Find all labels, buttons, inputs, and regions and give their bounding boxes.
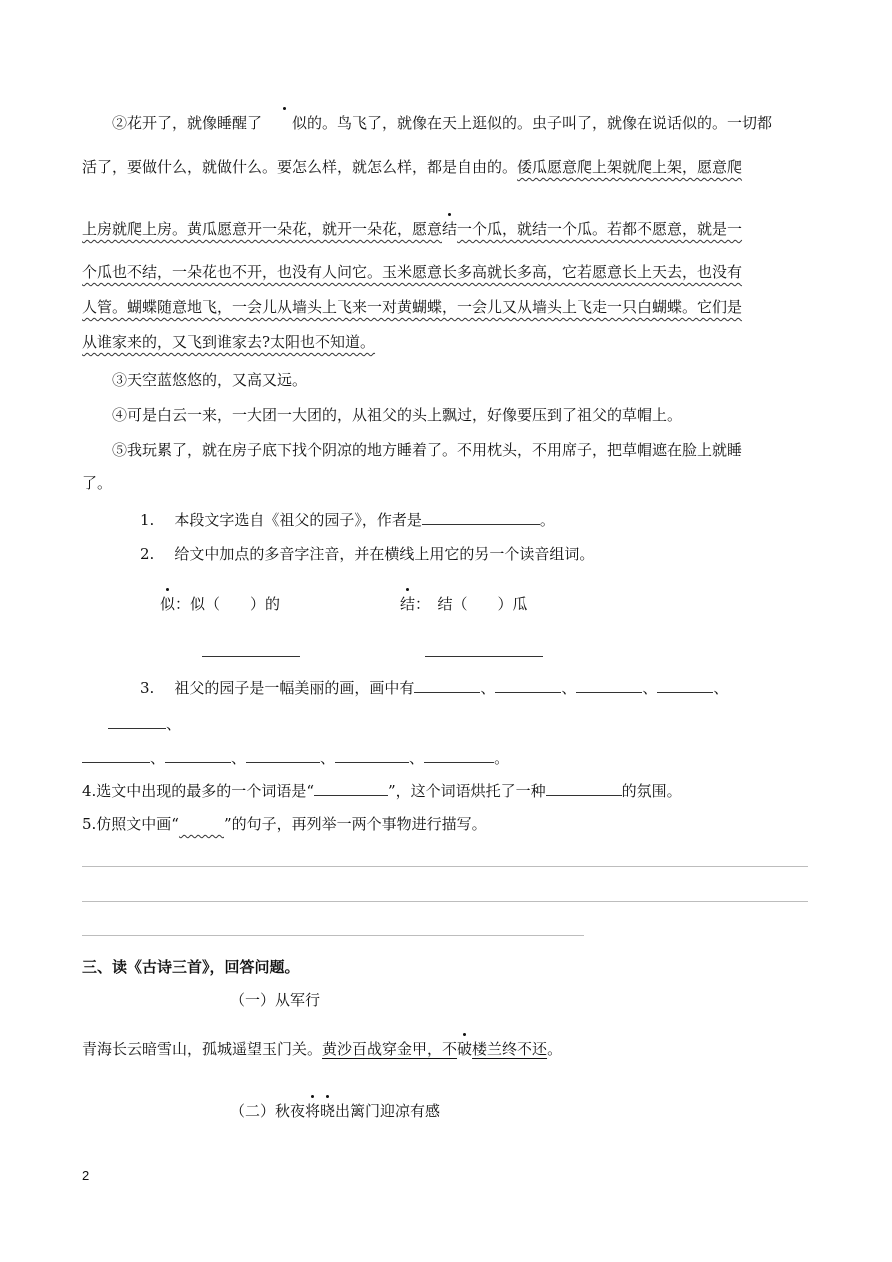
- answer-blank[interactable]: [246, 746, 320, 763]
- answer-blank[interactable]: [546, 779, 622, 796]
- paragraph-5-line-1: ⑤我玩累了，就在房子底下找个阴凉的地方睡着了。不用枕头，不用席子，把草帽遮在脸上就睡: [112, 441, 743, 459]
- text: ②花开了，就像睡醒了: [112, 114, 263, 132]
- paragraph-2-line-4: 个瓜也不结，一朵花也不开，也没有人问它。玉米愿意长多高就长多高，它若愿意长上天去，也没有: [82, 263, 743, 281]
- underlined-sentence: [322, 1040, 547, 1058]
- question-number: 2.: [140, 545, 155, 563]
- answer-line-a[interactable]: [202, 656, 300, 657]
- text: 一个瓜，就结一个瓜。若都不愿意，就是一: [457, 220, 743, 238]
- text: 黄沙百战穿金甲，不: [322, 1040, 458, 1058]
- answer-blank[interactable]: [414, 676, 480, 693]
- text: （二）秋夜: [230, 1102, 306, 1120]
- separator: 、: [713, 679, 729, 697]
- answer-blank[interactable]: [576, 676, 642, 693]
- wavy-sample: [179, 815, 224, 833]
- dotted-char: 将: [305, 1102, 321, 1120]
- answer-line-b[interactable]: [425, 656, 543, 657]
- q2-item-b: [400, 593, 528, 615]
- text: ： 结（ ）瓜: [415, 595, 528, 613]
- answer-blank[interactable]: [314, 779, 388, 796]
- question-3: [140, 676, 728, 699]
- separator: 、: [480, 679, 496, 697]
- poem-1-text: [82, 1038, 562, 1060]
- dotted-char: 似: [262, 112, 307, 134]
- question-2: [140, 543, 594, 565]
- separator: 、: [231, 749, 247, 767]
- answer-blank[interactable]: [335, 746, 409, 763]
- question-1: [140, 508, 555, 531]
- text: ：似（ ）的: [175, 595, 281, 613]
- separator: 、: [320, 749, 336, 767]
- q2-item-a: [160, 593, 280, 615]
- question-text: 本段文字选自《祖父的园子》，作者是: [174, 511, 422, 529]
- answer-blank[interactable]: [165, 746, 231, 763]
- poem-2-title: [230, 1100, 440, 1122]
- answer-rule-3[interactable]: [82, 935, 584, 936]
- answer-rule-1[interactable]: [82, 866, 808, 867]
- question-number: 1.: [140, 511, 155, 529]
- dotted-char: 似: [160, 595, 176, 613]
- text: 。: [494, 749, 510, 767]
- text: 。: [539, 511, 555, 529]
- text: 楼兰终不还: [472, 1040, 548, 1058]
- poem-1-title: （一）从军行: [230, 991, 321, 1009]
- answer-blank[interactable]: [424, 746, 494, 763]
- text: ”的句子，再列举一两个事物进行描写。: [224, 815, 487, 833]
- text: 5.仿照文中画“: [82, 815, 179, 833]
- question-text: 给文中加点的多音字注音，并在横线上用它的另一个读音组词。: [174, 545, 595, 563]
- paragraph-3: ③天空蓝悠悠的，又高又远。: [112, 371, 308, 389]
- answer-blank[interactable]: [495, 676, 561, 693]
- text: 出篱门迎凉有感: [335, 1102, 441, 1120]
- paragraph-5-line-2: 了。: [82, 474, 113, 492]
- wavy-underlined-sentence: 倭瓜愿意爬上架就爬上架，愿意爬: [517, 158, 743, 176]
- paragraph-2-line-3: [82, 218, 810, 240]
- answer-blank[interactable]: [657, 676, 713, 693]
- text: ”，这个词语烘托了一种: [387, 782, 546, 800]
- text: 上房就爬上房。黄瓜愿意开一朵花，就开一朵花，愿意: [82, 220, 443, 238]
- page-number: 2: [82, 1168, 90, 1183]
- question-4: [82, 779, 682, 802]
- answer-blank[interactable]: [422, 508, 540, 525]
- dotted-char: 结: [400, 595, 416, 613]
- paragraph-2-line-2: [82, 156, 810, 178]
- wavy-underlined-sentence: 从谁家来的，又飞到谁家去?太阳也不知道。: [82, 333, 376, 351]
- question-3-cont-2: [82, 746, 509, 769]
- separator: 、: [642, 679, 658, 697]
- text: 。: [547, 1040, 563, 1058]
- question-3-cont-1: [108, 712, 181, 735]
- text: 青海长云暗雪山，孤城遥望玉门关。: [82, 1040, 323, 1058]
- answer-blank[interactable]: [82, 746, 150, 763]
- dotted-char: 破: [457, 1040, 473, 1058]
- answer-blank[interactable]: [108, 712, 166, 729]
- dotted-char: 结: [442, 220, 458, 238]
- answer-rule-2[interactable]: [82, 901, 808, 902]
- paragraph-4: ④可是白云一来，一大团一大团的，从祖父的头上飘过，好像要压到了祖父的草帽上。: [112, 406, 683, 424]
- text: 活了，要做什么，就做什么。要怎么样，就怎么样，都是自由的。: [82, 158, 518, 176]
- text: 的氛围。: [621, 782, 682, 800]
- question-number: 3.: [140, 679, 155, 697]
- dotted-char: 晓: [320, 1102, 336, 1120]
- separator: 、: [561, 679, 577, 697]
- text: 4.选文中出现的最多的一个词语是“: [82, 782, 314, 800]
- separator: 、: [409, 749, 425, 767]
- paragraph-2-line-6: [82, 331, 810, 353]
- section-3-heading: 三、读《古诗三首》，回答问题。: [82, 958, 300, 976]
- separator: 、: [150, 749, 166, 767]
- question-text: 祖父的园子是一幅美丽的画，画中有: [174, 679, 415, 697]
- separator: 、: [166, 715, 182, 733]
- text: 的。鸟飞了，就像在天上逛似的。虫子叫了，就像在说话似的。一切都: [307, 114, 773, 132]
- question-5: [82, 813, 487, 835]
- paragraph-2-line-1: [82, 112, 810, 134]
- paragraph-2-line-5: 人管。蝴蝶随意地飞，一会儿从墙头上飞来一对黄蝴蝶，一会儿又从墙头上飞走一只白蝴蝶。它们是: [82, 298, 743, 316]
